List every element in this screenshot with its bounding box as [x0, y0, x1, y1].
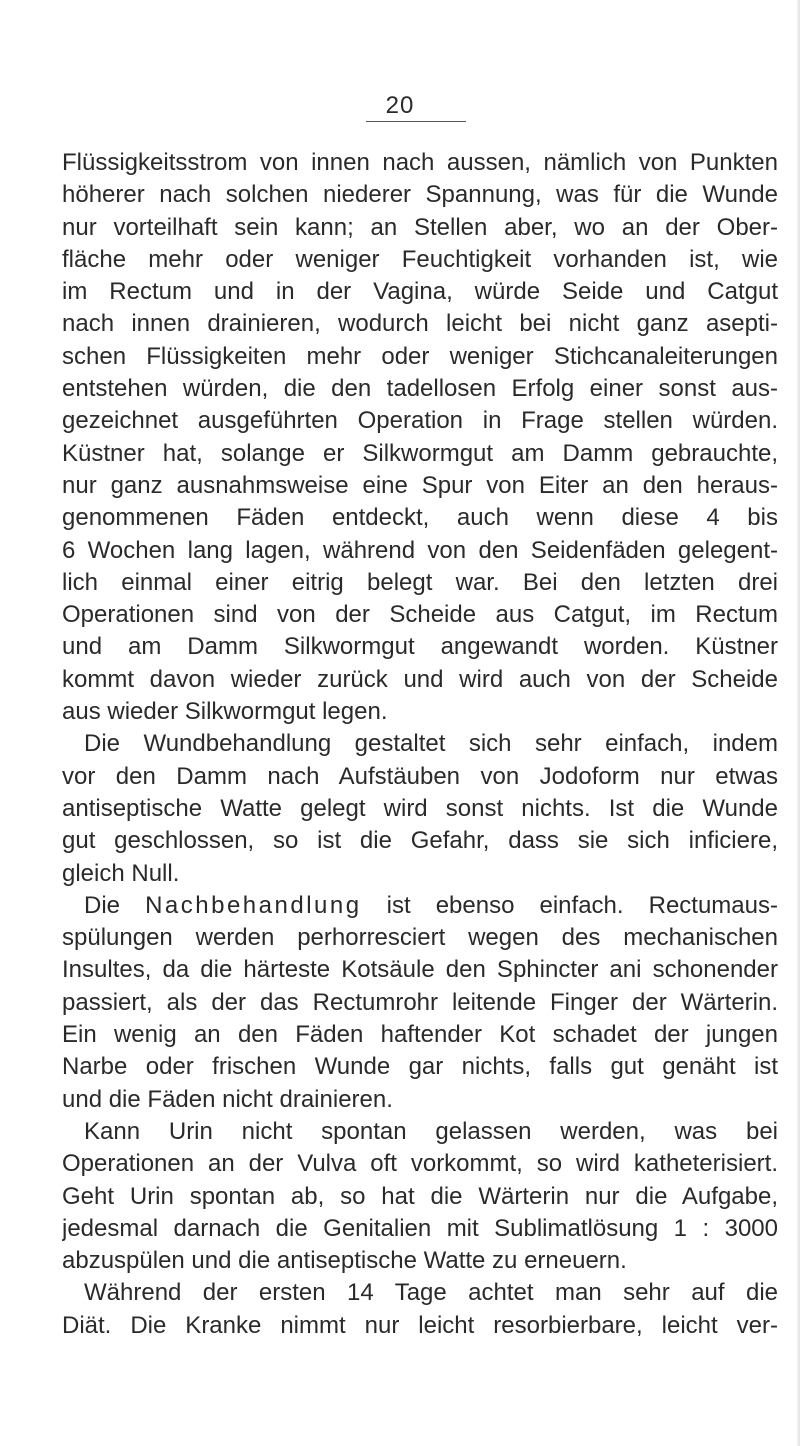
- text-line: Kann Urin nicht spontan gelassen werden, was bei: [84, 1117, 778, 1145]
- text-line: höherer nach solchen niederer Spannung, was für die Wunde: [62, 181, 778, 209]
- text-line: genommenen Fäden entdeckt, auch wenn diese 4 bis: [62, 504, 778, 532]
- page-number-rule: [366, 121, 466, 122]
- text-fragment: Die: [84, 891, 121, 919]
- text-line: im Rectum und in der Vagina, würde Seide und Catgut: [62, 278, 778, 306]
- spaced-term: Nachbehandlung: [145, 891, 362, 919]
- page-number: 20: [385, 92, 415, 119]
- text-line: entstehen würden, die den tadellosen Erfolg einer sonst aus-: [62, 375, 778, 403]
- text-line: und am Damm Silkwormgut angewandt worden. Küstner: [62, 633, 778, 661]
- text-line: vor den Damm nach Aufstäuben von Jodoform nur etwas: [62, 762, 778, 790]
- text-line: Die Wundbehandlung gestaltet sich sehr einfach, indem: [84, 730, 778, 758]
- text-line: [62, 890, 778, 922]
- text-line: lich einmal einer eitrig belegt war. Bei den letzten drei: [62, 568, 778, 596]
- text-line: kommt davon wieder zurück und wird auch von der Scheide: [62, 665, 778, 693]
- text-line: Küstner hat, solange er Silkwormgut am Damm gebrauchte,: [62, 439, 778, 467]
- text-line: Flüssigkeitsstrom von innen nach aussen, nämlich von Punkten: [62, 149, 778, 176]
- text-line: passiert, als der das Rectumrohr leitende Finger der Wärterin.: [62, 988, 778, 1016]
- text-line: Ein wenig an den Fäden haftender Kot schadet der jungen: [62, 1021, 778, 1049]
- body-text: [62, 147, 778, 1342]
- text-line: gut geschlossen, so ist die Gefahr, dass sie sich inficiere,: [62, 827, 778, 855]
- text-line: fläche mehr oder weniger Feuchtigkeit vorhanden ist, wie: [62, 245, 778, 273]
- text-line: gezeichnet ausgeführten Operation in Frage stellen würden.: [62, 407, 778, 435]
- text-fragment: ist ebenso einfach. Rectumaus-: [386, 891, 778, 919]
- text-line: antiseptische Watte gelegt wird sonst nichts. Ist die Wunde: [62, 794, 778, 822]
- text-line: 6 Wochen lang lagen, während von den Seidenfäden gelegent-: [62, 536, 778, 564]
- text-line: aus wieder Silkwormgut legen.: [62, 698, 388, 726]
- text-line: Operationen an der Vulva oft vorkommt, so wird katheterisiert.: [62, 1150, 778, 1178]
- text-line: Während der ersten 14 Tage achtet man sehr auf die: [84, 1279, 778, 1307]
- text-line: Operationen sind von der Scheide aus Catgut, im Rectum: [62, 601, 778, 629]
- text-line: nur ganz ausnahmsweise eine Spur von Eiter an den heraus-: [62, 471, 778, 499]
- text-line: Insultes, da die härteste Kotsäule den Sphincter ani schonender: [62, 956, 778, 984]
- text-line: Diät. Die Kranke nimmt nur leicht resorbierbare, leicht ver-: [62, 1311, 778, 1339]
- text-line: Geht Urin spontan ab, so hat die Wärterin nur die Aufgabe,: [62, 1182, 778, 1210]
- text-line: abzuspülen und die antiseptische Watte zu erneuern.: [62, 1247, 627, 1275]
- text-line: jedesmal darnach die Genitalien mit Sublimatlösung 1 : 3000: [62, 1214, 778, 1242]
- text-line: schen Flüssigkeiten mehr oder weniger Stichcanaleiterungen: [62, 342, 778, 370]
- text-line: und die Fäden nicht drainieren.: [62, 1085, 393, 1113]
- text-line: nach innen drainieren, wodurch leicht bei nicht ganz asepti-: [62, 310, 778, 338]
- text-line: nur vorteilhaft sein kann; an Stellen aber, wo an der Ober-: [62, 213, 778, 241]
- text-line: gleich Null.: [62, 859, 180, 887]
- text-line: spülungen werden perhorresciert wegen des mechanischen: [62, 924, 778, 952]
- text-line: Narbe oder frischen Wunde gar nichts, falls gut genäht ist: [62, 1053, 778, 1081]
